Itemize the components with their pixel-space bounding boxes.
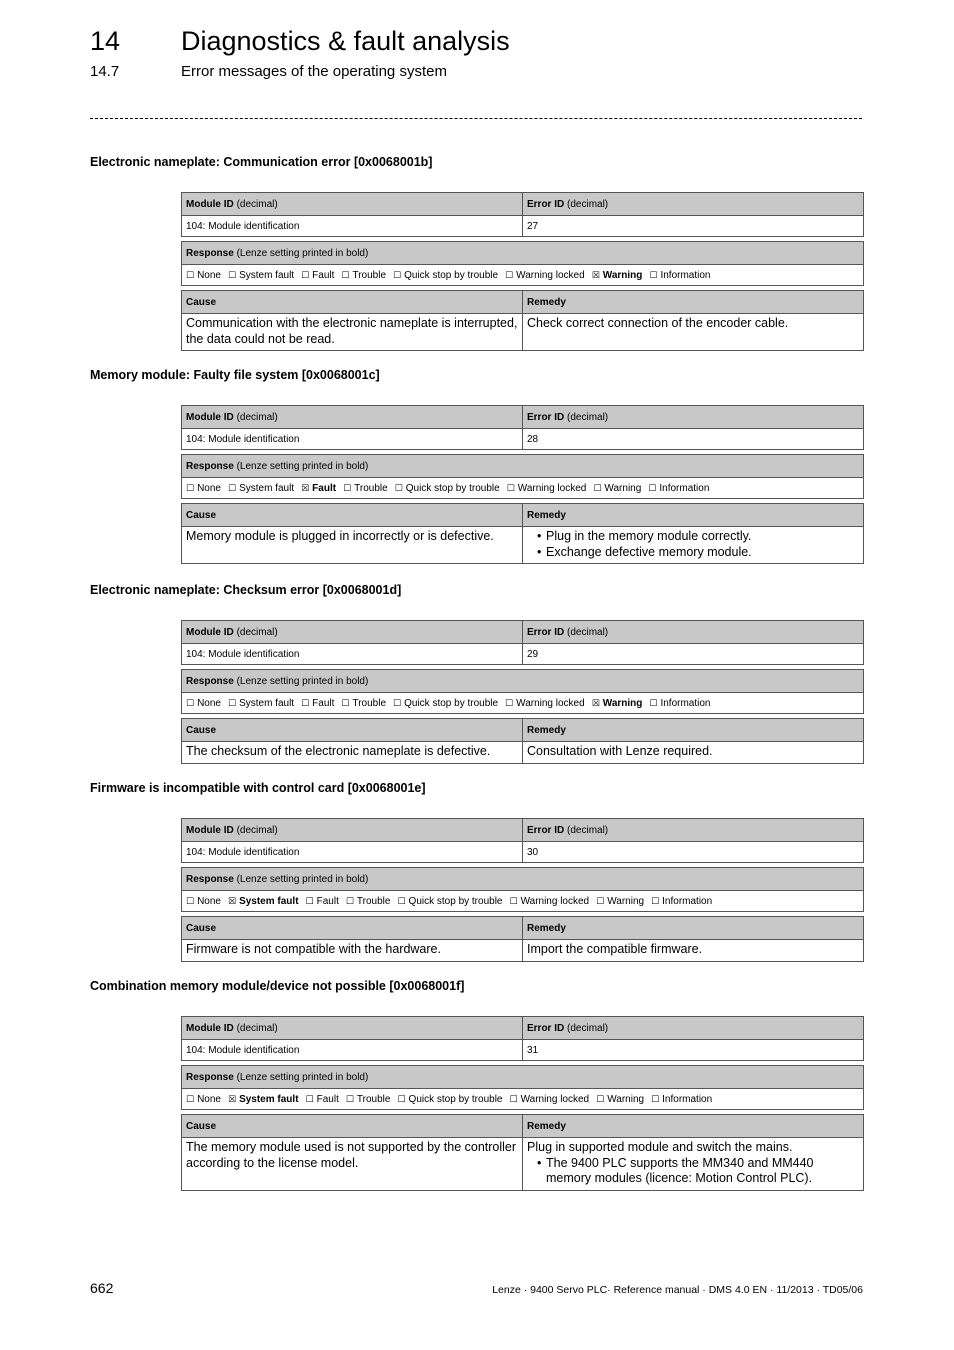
checked-box-icon: ☒ [591, 698, 600, 709]
checked-box-icon: ☒ [227, 1094, 237, 1105]
response-option-label: System fault [239, 269, 295, 281]
response-option [186, 1094, 221, 1105]
response-option-label: System fault [239, 697, 295, 709]
response-label: Response [186, 247, 234, 259]
response-option [596, 896, 644, 907]
remedy-label: Remedy [527, 922, 566, 934]
remedy-header [523, 504, 864, 527]
response-option-label: None [197, 697, 221, 709]
response-option [228, 483, 294, 494]
response-option [596, 1094, 644, 1105]
unchecked-box-icon: ☐ [343, 483, 352, 494]
remedy-label: Remedy [527, 296, 566, 308]
response-option-label: Trouble [354, 482, 388, 494]
response-option-label: Quick stop by trouble [408, 1093, 503, 1105]
response-table [181, 669, 864, 714]
remedy-text: Import the compatible firmware. [527, 942, 703, 956]
unchecked-box-icon: ☐ [509, 1094, 518, 1105]
cause-header [182, 917, 523, 940]
cause-remedy-table [181, 290, 864, 351]
response-header [182, 455, 864, 478]
response-option-label: Information [659, 482, 710, 494]
section-number: 14.7 [90, 63, 120, 80]
remedy-cell [523, 527, 864, 564]
unchecked-box-icon: ☐ [393, 270, 402, 281]
error-heading: Firmware is incompatible with control card [0x0068001e] [90, 781, 426, 795]
decimal-note: (decimal) [236, 411, 278, 423]
response-option [648, 483, 709, 494]
unchecked-box-icon: ☐ [509, 896, 518, 907]
response-option [343, 483, 388, 494]
decimal-note: (decimal) [567, 198, 609, 210]
unchecked-box-icon: ☐ [305, 896, 314, 907]
error-id-header [523, 406, 864, 429]
unchecked-box-icon: ☐ [305, 1094, 314, 1105]
error-table [181, 818, 864, 966]
error-id-value: 30 [523, 842, 864, 863]
response-option-label: Warning [604, 482, 642, 494]
unchecked-box-icon: ☐ [345, 896, 354, 907]
response-option-label: Warning locked [516, 697, 585, 709]
unchecked-box-icon: ☐ [345, 1094, 354, 1105]
cause-label: Cause [186, 922, 217, 934]
response-label: Response [186, 675, 234, 687]
module-id-value: 104: Module identification [182, 644, 523, 665]
error-id-header [523, 621, 864, 644]
remedy-label: Remedy [527, 509, 566, 521]
remedy-cell [523, 1138, 864, 1191]
decimal-note: (decimal) [567, 411, 609, 423]
response-option [592, 698, 643, 709]
response-option-label: Warning [602, 697, 643, 709]
unchecked-box-icon: ☐ [186, 270, 195, 281]
response-option [186, 270, 221, 281]
response-option [509, 896, 589, 907]
unchecked-box-icon: ☐ [341, 698, 350, 709]
response-note: (Lenze setting printed in bold) [236, 460, 369, 472]
unchecked-box-icon: ☐ [649, 270, 658, 281]
remedy-text: Plug in supported module and switch the mains. [527, 1140, 793, 1154]
response-option-label: Information [662, 895, 713, 907]
unchecked-box-icon: ☐ [651, 1094, 660, 1105]
remedy-cell [523, 314, 864, 351]
error-heading: Combination memory module/device not possible [0x0068001f] [90, 979, 465, 993]
response-option [509, 1094, 589, 1105]
response-option [397, 1094, 502, 1105]
error-id-label: Error ID [527, 824, 565, 836]
response-table [181, 454, 864, 499]
response-option-label: Quick stop by trouble [404, 697, 499, 709]
error-id-value: 31 [523, 1040, 864, 1061]
cause-remedy-table [181, 718, 864, 764]
module-id-value: 104: Module identification [182, 429, 523, 450]
cause-header [182, 1115, 523, 1138]
response-option [651, 1094, 712, 1105]
response-option-label: Warning locked [516, 269, 585, 281]
response-option-label: Trouble [356, 895, 391, 907]
remedy-header [523, 719, 864, 742]
response-option [341, 698, 386, 709]
response-option-label: Fault [316, 1093, 339, 1105]
module-id-label: Module ID [186, 1022, 234, 1034]
decimal-note: (decimal) [236, 824, 278, 836]
unchecked-box-icon: ☐ [596, 1094, 605, 1105]
unchecked-box-icon: ☐ [593, 483, 602, 494]
unchecked-box-icon: ☐ [651, 896, 660, 907]
unchecked-box-icon: ☐ [301, 270, 310, 281]
response-table [181, 241, 864, 286]
unchecked-box-icon: ☐ [186, 483, 195, 494]
response-option-label: Quick stop by trouble [405, 482, 500, 494]
response-option [593, 483, 641, 494]
response-option-label: Warning [607, 895, 645, 907]
id-table [181, 620, 864, 665]
cause-header [182, 719, 523, 742]
decimal-note: (decimal) [236, 1022, 278, 1034]
decimal-note: (decimal) [567, 626, 609, 638]
id-table [181, 192, 864, 237]
id-table [181, 1016, 864, 1061]
response-option-label: Information [660, 697, 711, 709]
unchecked-box-icon: ☐ [397, 1094, 406, 1105]
response-header [182, 1066, 864, 1089]
error-id-label: Error ID [527, 1022, 565, 1034]
response-option [228, 1094, 299, 1105]
response-option-label: Fault [312, 482, 337, 494]
response-option-label: Information [660, 269, 711, 281]
response-option-label: Trouble [352, 269, 387, 281]
response-option [301, 270, 334, 281]
unchecked-box-icon: ☐ [505, 698, 514, 709]
response-label: Response [186, 873, 234, 885]
response-option-label: System fault [239, 1093, 299, 1105]
remedy-text: Consultation with Lenze required. [527, 744, 713, 758]
module-id-header [182, 1017, 523, 1040]
cause-label: Cause [186, 1120, 217, 1132]
response-option-label: Warning locked [517, 482, 587, 494]
response-header [182, 670, 864, 693]
module-id-header [182, 193, 523, 216]
cause-label: Cause [186, 509, 217, 521]
response-table [181, 867, 864, 912]
unchecked-box-icon: ☐ [394, 483, 403, 494]
error-heading: Electronic nameplate: Checksum error [0x0068001d] [90, 583, 402, 597]
cause-text: Memory module is plugged in incorrectly or is defective. [182, 527, 523, 564]
error-table [181, 620, 864, 768]
unchecked-box-icon: ☐ [341, 270, 350, 281]
response-option-label: Trouble [352, 697, 387, 709]
response-option-label: System fault [239, 482, 295, 494]
cause-remedy-table [181, 503, 864, 564]
response-option-label: Warning locked [520, 895, 590, 907]
unchecked-box-icon: ☐ [186, 896, 195, 907]
unchecked-box-icon: ☐ [506, 483, 515, 494]
id-table [181, 405, 864, 450]
response-label: Response [186, 1071, 234, 1083]
error-heading: Memory module: Faulty file system [0x0068001c] [90, 368, 380, 382]
response-note: (Lenze setting printed in bold) [236, 1071, 369, 1083]
response-option [228, 698, 294, 709]
response-header [182, 242, 864, 265]
unchecked-box-icon: ☐ [186, 698, 195, 709]
unchecked-box-icon: ☐ [505, 270, 514, 281]
remedy-label: Remedy [527, 724, 566, 736]
remedy-text: Check correct connection of the encoder cable. [527, 316, 789, 330]
error-id-value: 27 [523, 216, 864, 237]
response-options [182, 265, 864, 286]
response-option [393, 698, 498, 709]
decimal-note: (decimal) [567, 1022, 609, 1034]
response-option-label: Trouble [356, 1093, 391, 1105]
response-option-label: Fault [312, 697, 335, 709]
module-id-value: 104: Module identification [182, 216, 523, 237]
response-option [649, 270, 710, 281]
remedy-cell [523, 940, 864, 962]
response-option-label: System fault [239, 895, 299, 907]
unchecked-box-icon: ☐ [186, 1094, 195, 1105]
response-note: (Lenze setting printed in bold) [236, 675, 369, 687]
error-id-value: 29 [523, 644, 864, 665]
response-option [592, 270, 643, 281]
module-id-header [182, 406, 523, 429]
module-id-label: Module ID [186, 198, 234, 210]
response-options [182, 1089, 864, 1110]
error-table [181, 405, 864, 568]
checked-box-icon: ☒ [301, 483, 310, 494]
response-option [186, 698, 221, 709]
response-option [228, 270, 294, 281]
cause-header [182, 504, 523, 527]
response-header [182, 868, 864, 891]
response-note: (Lenze setting printed in bold) [236, 873, 369, 885]
checked-box-icon: ☒ [227, 896, 237, 907]
remedy-cell [523, 742, 864, 764]
response-option [306, 896, 339, 907]
unchecked-box-icon: ☐ [393, 698, 402, 709]
response-option-label: Information [662, 1093, 713, 1105]
remedy-bullet: • Exchange defective memory module. [537, 545, 859, 561]
module-id-header [182, 819, 523, 842]
response-option [186, 896, 221, 907]
id-table [181, 818, 864, 863]
response-option-label: Quick stop by trouble [404, 269, 499, 281]
remedy-bullet: • The 9400 PLC supports the MM340 and MM440 memory modules (licence: Motion Control PLC). [537, 1156, 859, 1187]
response-options [182, 478, 864, 499]
page-number: 662 [90, 1280, 114, 1296]
error-id-label: Error ID [527, 411, 565, 423]
response-option-label: None [197, 269, 221, 281]
remedy-header [523, 1115, 864, 1138]
error-id-header [523, 819, 864, 842]
checked-box-icon: ☒ [591, 270, 600, 281]
cause-header [182, 291, 523, 314]
module-id-label: Module ID [186, 626, 234, 638]
error-id-header [523, 193, 864, 216]
response-option [346, 896, 391, 907]
response-options [182, 891, 864, 912]
error-table [181, 192, 864, 355]
module-id-value: 104: Module identification [182, 842, 523, 863]
response-option-label: None [197, 895, 221, 907]
response-option [301, 483, 336, 494]
response-option-label: Quick stop by trouble [408, 895, 503, 907]
cause-text: Firmware is not compatible with the hardware. [182, 940, 523, 962]
cause-text: The memory module used is not supported by the controller according to the license model. [182, 1138, 523, 1191]
cause-remedy-table [181, 1114, 864, 1191]
response-option-label: None [197, 1093, 221, 1105]
cause-remedy-table [181, 916, 864, 962]
response-option [651, 896, 712, 907]
decimal-note: (decimal) [236, 198, 278, 210]
unchecked-box-icon: ☐ [648, 483, 657, 494]
cause-label: Cause [186, 296, 217, 308]
header-divider [90, 118, 862, 119]
response-option [341, 270, 386, 281]
response-option-label: None [197, 482, 221, 494]
response-option-label: Warning [607, 1093, 645, 1105]
unchecked-box-icon: ☐ [596, 896, 605, 907]
response-option-label: Fault [312, 269, 335, 281]
unchecked-box-icon: ☐ [649, 698, 658, 709]
unchecked-box-icon: ☐ [397, 896, 406, 907]
cause-text: The checksum of the electronic nameplate is defective. [182, 742, 523, 764]
module-id-label: Module ID [186, 411, 234, 423]
response-option [228, 896, 299, 907]
section-title: Error messages of the operating system [181, 63, 447, 80]
response-table [181, 1065, 864, 1110]
response-option-label: Warning locked [520, 1093, 590, 1105]
response-option [505, 270, 585, 281]
response-option [505, 698, 585, 709]
module-id-header [182, 621, 523, 644]
response-option [397, 896, 502, 907]
error-id-value: 28 [523, 429, 864, 450]
response-option [346, 1094, 391, 1105]
response-option [393, 270, 498, 281]
module-id-label: Module ID [186, 824, 234, 836]
unchecked-box-icon: ☐ [227, 270, 237, 281]
chapter-title: Diagnostics & fault analysis [181, 26, 510, 56]
error-heading: Electronic nameplate: Communication error [0x0068001b] [90, 155, 433, 169]
response-option [649, 698, 710, 709]
response-option-label: Warning [602, 269, 643, 281]
module-id-value: 104: Module identification [182, 1040, 523, 1061]
error-id-header [523, 1017, 864, 1040]
error-id-label: Error ID [527, 198, 565, 210]
remedy-header [523, 291, 864, 314]
remedy-label: Remedy [527, 1120, 566, 1132]
response-option-label: Fault [316, 895, 339, 907]
remedy-bullet: • Plug in the memory module correctly. [537, 529, 859, 545]
error-id-label: Error ID [527, 626, 565, 638]
response-option [395, 483, 500, 494]
unchecked-box-icon: ☐ [227, 698, 237, 709]
chapter-number: 14 [90, 26, 121, 56]
cause-text: Communication with the electronic nameplate is interrupted, the data could not be read. [182, 314, 523, 351]
unchecked-box-icon: ☐ [227, 483, 237, 494]
unchecked-box-icon: ☐ [301, 698, 310, 709]
cause-label: Cause [186, 724, 217, 736]
response-option [507, 483, 587, 494]
remedy-bullet-list [527, 529, 859, 560]
error-table [181, 1016, 864, 1195]
response-option [301, 698, 334, 709]
response-options [182, 693, 864, 714]
remedy-header [523, 917, 864, 940]
response-option [186, 483, 221, 494]
decimal-note: (decimal) [236, 626, 278, 638]
document-info: Lenze · 9400 Servo PLC· Reference manual · DMS 4.0 EN · 11/2013 · TD05/06 [492, 1284, 863, 1296]
remedy-bullet-list [527, 1156, 859, 1187]
response-label: Response [186, 460, 234, 472]
decimal-note: (decimal) [567, 824, 609, 836]
response-note: (Lenze setting printed in bold) [236, 247, 369, 259]
response-option [306, 1094, 339, 1105]
